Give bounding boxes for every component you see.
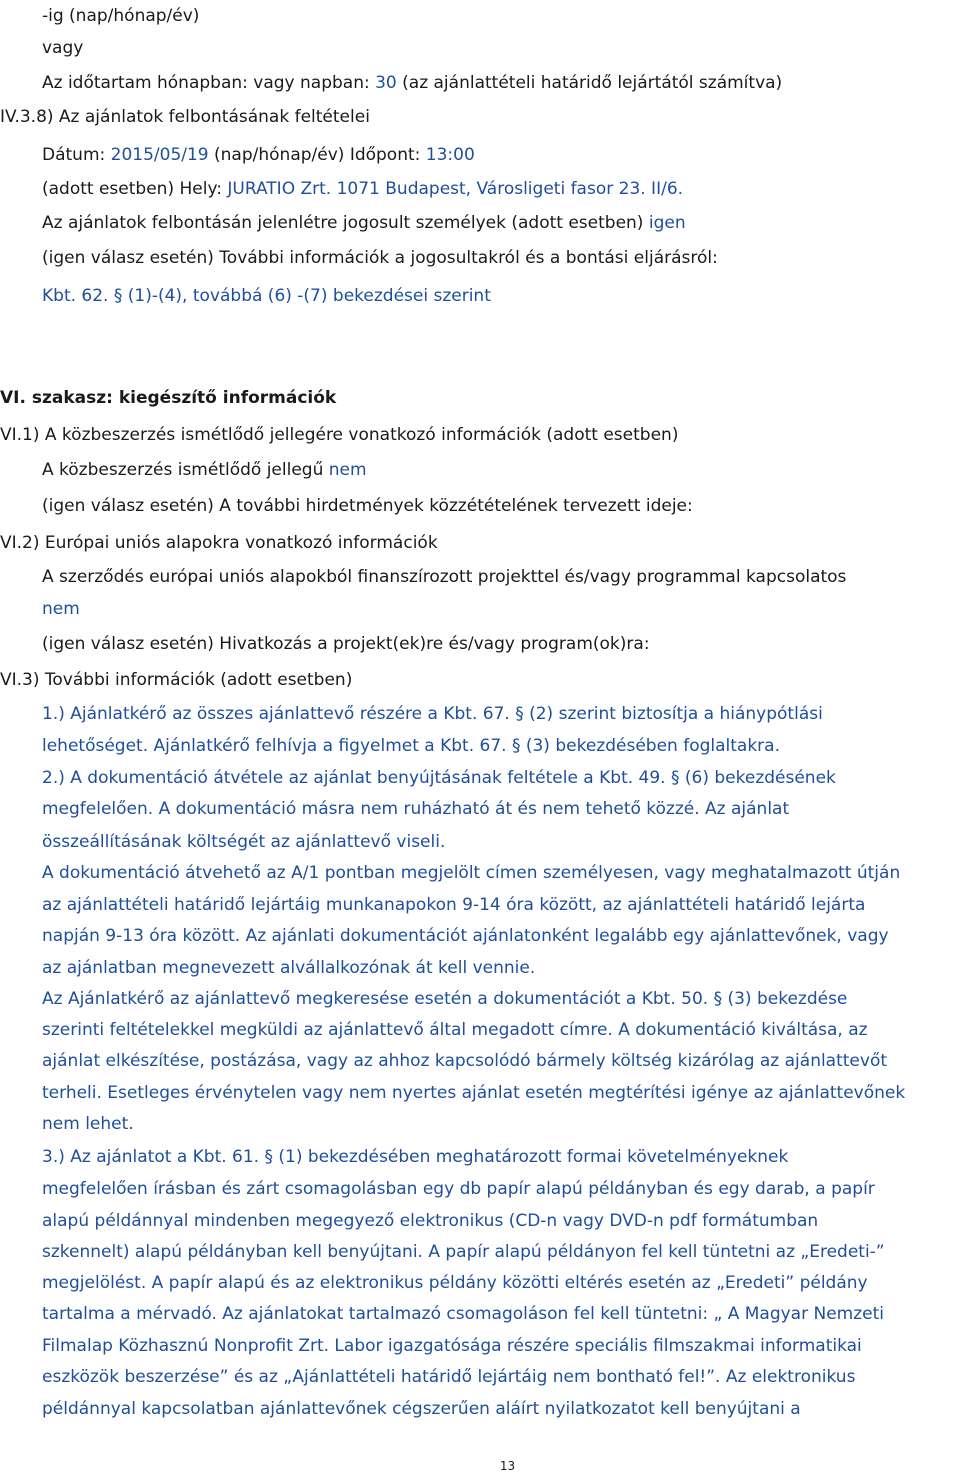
field-value: megjelölést. A papír alapú és az elektronikus példány közötti eltérés esetén az „Eredeti” példány (42, 1273, 868, 1293)
field-value: eszközök beszerzése” és az „Ajánlattételi határidő lejártáig nem bontható fel!”. Az elektronikus (42, 1367, 856, 1387)
field-label: (igen válasz esetén) További információk a jogosultakról és a bontási eljárásról: (42, 248, 718, 268)
field-label: (az ajánlattételi határidő lejártától számítva) (396, 73, 783, 93)
field-label: VI.1) A közbeszerzés ismétlődő jellegére vonatkozó információk (adott esetben) (0, 425, 679, 445)
text-line (42, 212, 686, 234)
field-value: szerinti feltételekkel megküldi az ajánlattevő által megadott címre. A dokumentáció kiváltása, az (42, 1020, 868, 1040)
text-line (42, 247, 718, 269)
text-line (0, 106, 370, 128)
text-line (42, 831, 445, 853)
text-line (42, 566, 846, 588)
field-value: 30 (375, 73, 397, 93)
section-heading: VI. szakasz: kiegészítő információk (0, 388, 337, 408)
field-label: IV.3.8) Az ajánlatok felbontásának feltételei (0, 107, 370, 127)
field-label: (igen válasz esetén) A további hirdetmények közzétételének tervezett ideje: (42, 496, 693, 516)
text-line (42, 1366, 855, 1388)
text-line (42, 285, 491, 307)
text-line (42, 862, 900, 884)
field-value: megfelelően. A dokumentáció másra nem ruházható át és nem tehető közzé. Az ajánlat (42, 799, 790, 819)
text-line (42, 1272, 868, 1294)
text-line (0, 424, 678, 446)
field-value: Kbt. 62. § (1)-(4), továbbá (6) -(7) bekezdései szerint (42, 286, 491, 306)
field-label: VI.2) Európai uniós alapokra vonatkozó információk (0, 533, 438, 553)
text-line (42, 144, 475, 166)
field-value: példánnyal kapcsolatban ajánlattevőnek cégszerűen aláírt nyilatkozatot kell benyújtani a (42, 1399, 801, 1419)
field-value: az ajánlattételi határidő lejártáig munkanapokon 9-14 óra között, az ajánlattételi határidő lejárta (42, 895, 866, 915)
field-label: Dátum: (42, 145, 111, 165)
field-value: 2015/05/19 (110, 145, 209, 165)
field-label: -ig (nap/hónap/év) (42, 6, 200, 26)
text-line (42, 1241, 885, 1263)
text-line (0, 669, 352, 691)
field-value: ajánlat elkészítése, postázása, vagy az ahhoz kapcsolódó bármely költség kizárólag az ajánlattevőt (42, 1051, 888, 1071)
field-value: 2.) A dokumentáció átvétele az ajánlat benyújtásának feltétele a Kbt. 49. § (6) bekezdésének (42, 768, 836, 788)
field-label: vagy (42, 38, 84, 58)
field-label: (igen válasz esetén) Hivatkozás a projekt(ek)re és/vagy program(ok)ra: (42, 634, 650, 654)
text-line (42, 925, 889, 947)
field-label: Az időtartam hónapban: vagy napban: (42, 73, 376, 93)
text-line (42, 5, 199, 27)
text-line (42, 178, 683, 200)
field-value: tartalma a mérvadó. Az ajánlatokat tartalmazó csomagoláson fel kell tüntetni: „ A Magyar Nemzeti (42, 1304, 884, 1324)
field-value: igen (648, 213, 686, 233)
field-label: VI.3) További információk (adott esetben) (0, 670, 353, 690)
field-label: A szerződés európai uniós alapokból finanszírozott projekttel és/vagy programmal kapcsolatos (42, 567, 847, 587)
field-value: terheli. Esetleges érvénytelen vagy nem nyertes ajánlat esetén megtérítési igénye az ajánlattevőnek (42, 1083, 906, 1103)
page-number: 13 (499, 1459, 516, 1473)
text-line (42, 1178, 875, 1200)
field-value: 1.) Ajánlatkérő az összes ajánlattevő részére a Kbt. 67. § (2) szerint biztosítja a hiánypótlási (42, 704, 823, 724)
field-label: A közbeszerzés ismétlődő jellegű (42, 460, 329, 480)
field-value: nem (328, 460, 367, 480)
field-value: Filmalap Közhasznú Nonprofit Zrt. Labor igazgatósága részére speciális filmszakmai informatikai (42, 1336, 862, 1356)
text-line (42, 1113, 134, 1135)
text-line (42, 1303, 884, 1325)
text-line (42, 37, 83, 59)
text-line (42, 1146, 788, 1168)
text-line (0, 387, 336, 409)
field-value: napján 9-13 óra között. Az ajánlati dokumentációt ajánlatonként legalább egy ajánlattevőnek, vagy (42, 926, 889, 946)
text-line (42, 798, 789, 820)
field-value: alapú példánnyal mindenben megegyező elektronikus (CD-n vagy DVD-n pdf formátumban (42, 1211, 819, 1231)
text-line (42, 598, 80, 620)
text-line (0, 532, 438, 554)
text-line (42, 72, 782, 94)
text-line (42, 988, 847, 1010)
field-label: (adott esetben) Hely: (42, 179, 228, 199)
text-line (42, 1082, 905, 1104)
text-line (42, 1050, 887, 1072)
field-value: szkennelt) alapú példányban kell benyújtani. A papír alapú példányon fel kell tüntetni az „Eredeti-” (42, 1242, 885, 1262)
text-line (42, 1398, 801, 1420)
text-line (42, 459, 367, 481)
field-value: A dokumentáció átvehető az A/1 pontban megjelölt címen személyesen, vagy meghatalmazott útján (42, 863, 901, 883)
text-line (42, 767, 836, 789)
text-line (42, 1335, 862, 1357)
text-line (42, 957, 535, 979)
field-value: nem (42, 599, 80, 619)
text-line (42, 735, 780, 757)
field-value: összeállításának költségét az ajánlattevő viseli. (42, 832, 446, 852)
field-value: az ajánlatban megnevezett alvállalkozónak át kell vennie. (42, 958, 536, 978)
text-line (42, 633, 650, 655)
field-label: Az ajánlatok felbontásán jelenlétre jogosult személyek (adott esetben) (42, 213, 649, 233)
text-line (42, 1019, 868, 1041)
field-value: lehetőséget. Ajánlatkérő felhívja a figyelmet a Kbt. 67. § (3) bekezdésében foglaltakra. (42, 736, 780, 756)
field-value: JURATIO Zrt. 1071 Budapest, Városligeti fasor 23. II/6. (227, 179, 684, 199)
field-value: 3.) Az ajánlatot a Kbt. 61. § (1) bekezdésében meghatározott formai követelményeknek (42, 1147, 789, 1167)
text-line (42, 1210, 818, 1232)
field-value: nem lehet. (42, 1114, 134, 1134)
field-label: (nap/hónap/év) Időpont: (208, 145, 426, 165)
field-value: 13:00 (425, 145, 475, 165)
field-value: megfelelően írásban és zárt csomagolásban egy db papír alapú példányban és egy darab, a papír (42, 1179, 875, 1199)
text-line (42, 703, 823, 725)
field-value: Az Ajánlatkérő az ajánlattevő megkeresése esetén a dokumentációt a Kbt. 50. § (3) bekezdése (42, 989, 848, 1009)
text-line (42, 495, 693, 517)
text-line (42, 894, 865, 916)
